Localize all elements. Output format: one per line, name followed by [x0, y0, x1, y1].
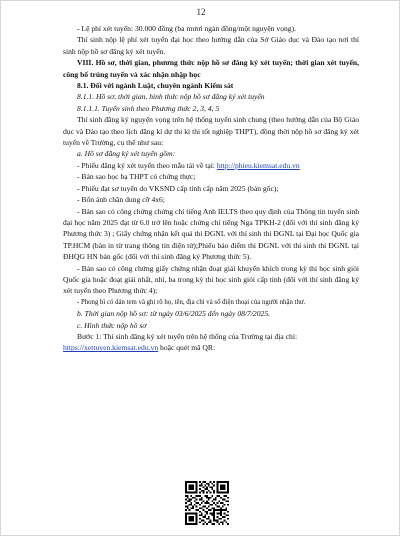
registration-link[interactable]: https://xettuyen.kiemsat.edu.vn: [63, 343, 159, 353]
registration-url-line: [63, 342, 359, 353]
subsection-c-heading: c. Hình thức nộp hồ sơ: [77, 320, 147, 330]
fee-line: - Lệ phí xét tuyển: 30.000 đồng (ba mươi ngàn đồng/một nguyện vọng).: [77, 24, 297, 33]
form-download-link[interactable]: http://phieu.kiemsat.edu.vn: [216, 160, 300, 170]
document-body: [63, 23, 359, 354]
list-item: - Bản sao học bạ THPT có chứng thực;: [77, 172, 196, 182]
section-8-1-1-1-heading: 8.1.1.1. Tuyển sinh theo Phương thức 2, 3, 4, 5: [77, 103, 220, 113]
qr-instruction: hoặc quét mã QR:: [158, 343, 216, 353]
section-8-1-heading: 8.1. Đối với ngành Luật, chuyên ngành Kiểm sát: [77, 81, 234, 91]
subsection-a-heading: a. Hồ sơ đăng ký xét tuyển gồm:: [77, 149, 176, 159]
form-download-text: - Phiếu đăng ký xét tuyển theo mẫu tải về tại:: [77, 160, 217, 170]
section-8-1-1-heading: 8.1.1. Hồ sơ, thời gian, hình thức nộp hồ sơ đăng ký xét tuyển: [77, 92, 265, 102]
list-item: - Bản sao có công chứng giấy chứng nhận đoạt giải khuyến khích trong kỳ thi học sinh giỏi Quốc gia hoặc đoạt giải nhất, nhì, ba trong kỳ thi học sinh giỏi cấp tỉnh (đối với thí sinh đăng ký xét tuyển theo Phương thức 4);: [63, 263, 359, 296]
list-item: - Phong bì có dán tem và ghi rõ họ, tên, địa chỉ và số điện thoại của người nhận thư.: [77, 298, 306, 306]
section-viii-heading: VIII. Hồ sơ, thời gian, phương thức nộp hồ sơ đăng ký xét tuyển; thời gian xét tuyển, công bố trúng tuyển và xác nhận nhập học: [63, 58, 359, 79]
list-item: - Bản sao có công chứng chứng chỉ tiếng Anh IELTS theo quy định của Thông tin tuyển sinh đại học năm 2025 đạt từ 6.0 trở lên hoặc chứng chỉ tiếng Nga TPKH-2 (đối với thí sinh đăng ký Phương thức 3) ; Giấy chứng nhận kết quả thi ĐGNL với thí sinh thi ĐGNL tại Đại học Quốc gia TP.HCM (bản in từ trang thông tin điện tử);Phiếu báo điểm thi ĐGNL với thí sinh thi ĐGNL tại ĐHQG HN bản gốc (đối với thí sinh đăng ký Phương thức 5).: [63, 206, 359, 262]
step-1-line: Bước 1: Thí sinh đăng ký xét tuyển trên hệ thống của Trường tại địa chỉ:: [77, 331, 298, 341]
subsection-b-line: b. Thời gian nộp hồ sơ: từ ngày 03/6/2025 đến ngày 08/7/2025.: [77, 309, 271, 319]
list-item: - Phiếu đạt sơ tuyển do VKSND cấp tỉnh cấp năm 2025 (bản gốc);: [77, 183, 279, 193]
list-item: - Bốn ảnh chân dung cỡ 4x6;: [77, 195, 165, 205]
qr-code-icon[interactable]: [185, 481, 229, 525]
registration-intro: Thí sinh đăng ký nguyện vọng trên hệ thống tuyển sinh chung (theo hướng dẫn của Bộ Giáo dục và Đào tạo theo lịch đăng kí dự thi kì thi tốt nghiệp THPT), đồng thời nộp hồ sơ đăng ký xét tuyển về Trường, cụ thể như sau:: [63, 115, 359, 148]
fee-note: Thí sinh nộp lệ phí xét tuyển đại học theo hướng dẫn của Sở Giáo dục và Đào tạo nơi thí sinh nộp hồ sơ đăng ký xét tuyển.: [63, 35, 359, 56]
form-download-line: [63, 160, 359, 171]
page-number: 12: [196, 7, 206, 17]
